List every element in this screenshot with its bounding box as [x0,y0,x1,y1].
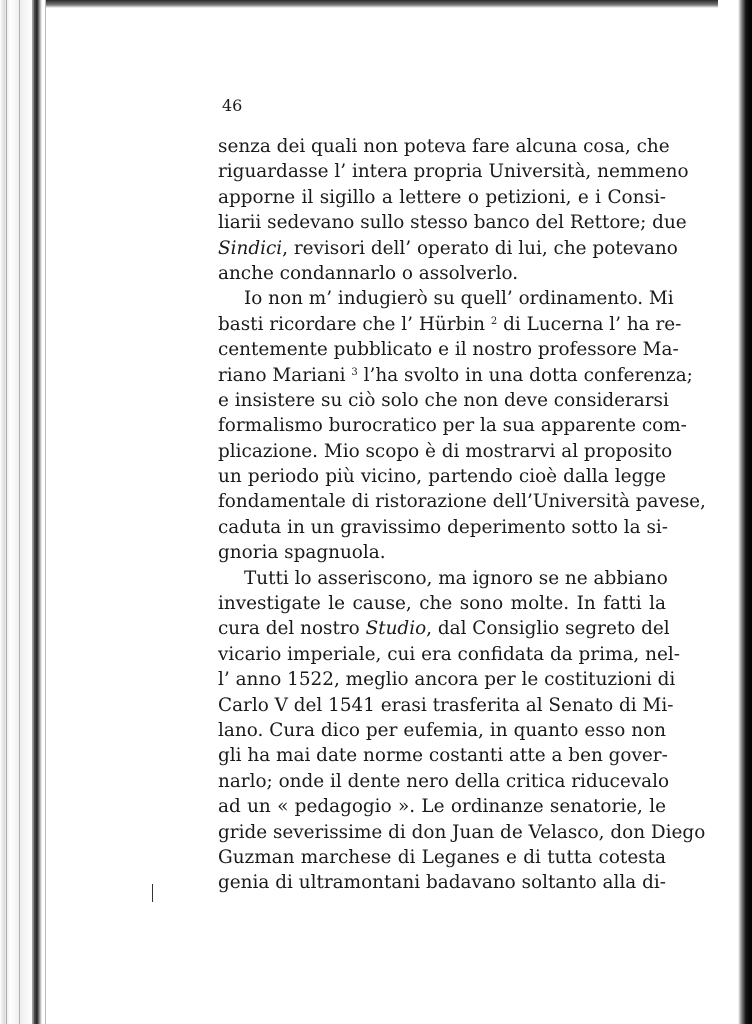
text-line [218,363,693,388]
text-segment: ad un « pedagogio ». Le ordinanze senatorie, le [218,796,666,818]
text-line [218,464,666,489]
page-number: 46 [222,96,243,115]
scan-right-edge [718,0,752,1024]
text-segment: Guzman marchese di Leganes e di tutta cotesta [218,846,666,868]
italic-text: Sindici [218,237,283,259]
text-segment: e insistere su ciò solo che non deve considerarsi [218,389,669,411]
text-line [218,210,687,235]
text-segment: centemente pubblicato e il nostro professore Ma- [218,339,679,361]
text-line [218,540,666,565]
text-segment: basti ricordare che l’ Hürbin [218,313,491,335]
text-line [218,845,666,870]
text-segment: anche condannarlo o assolverlo. [218,262,519,284]
scan-left-edge [0,0,46,1024]
text-segment: liarii sedevano sullo stesso banco del Rettore; due [218,212,687,234]
text-segment: caduta in un gravissimo deperimento sotto la si- [218,516,668,538]
text-segment: apporne il sigillo a lettere o petizioni, e i Consi- [218,186,666,208]
text-line [218,286,674,311]
text-line [218,820,706,845]
text-segment: narlo; onde il dente nero della critica riducevalo [218,770,670,792]
text-line [218,236,678,261]
footnote-ref: 3 [351,366,358,378]
text-segment: gli ha mai date norme costanti atte a ben gover- [218,745,668,767]
text-line [218,185,666,210]
text-line [218,667,676,692]
text-segment: un periodo più vicino, partendo cioè dalla legge [218,466,666,488]
text-line [218,718,666,743]
text-line [218,743,666,768]
paragraph [218,566,706,896]
text-segment: Io non m’ indugierò su quell’ ordinamento. Mi [244,288,674,310]
text-line [218,794,666,819]
text-segment: gride severissime di don Juan de Velasco, don Diego [218,821,706,843]
text-segment: l’ anno 1522, meglio ancora per le costituzioni di [218,669,676,691]
text-line [218,642,680,667]
text-segment: gnoria spagnuola. [218,542,386,564]
text-segment: riguardasse l’ intera propria Università, nemmeno [218,161,689,183]
text-line [218,337,679,362]
text-segment: formalismo burocratico per la sua apparente com- [218,415,687,437]
text-line [218,616,670,641]
text-segment: investigate le cause, che sono molte. In fatti la [218,593,666,615]
text-line [218,566,666,591]
scan-top-edge [0,0,752,8]
text-segment: vicario imperiale, cui era confidata da prima, nel- [218,643,680,665]
text-segment: genia di ultramontani badavano soltanto alla di- [218,872,666,894]
text-line [218,870,666,895]
text-segment: plicazione. Mio scopo è di mostrarvi al proposito [218,440,673,462]
text-line [218,134,670,159]
text-segment: riano Mariani [218,364,352,386]
stray-ink-mark [152,884,153,902]
text-segment: fondamentale di ristorazione dell’Università pavese, [218,491,706,513]
italic-text: Studio [365,618,427,640]
text-line [218,159,689,184]
text-segment: Carlo V del 1541 erasi trasferita al Senato di Mi- [218,694,674,716]
text-line [218,413,687,438]
text-segment: , dal Consiglio segreto del [426,618,670,640]
text-segment: senza dei quali non poteva fare alcuna cosa, che [218,136,670,157]
text-segment: di Lucerna l’ ha re- [497,313,682,335]
text-line [218,261,666,286]
text-segment: Tutti lo asseriscono, ma ignoro se ne abbiano [244,567,668,589]
text-line [218,489,706,514]
paragraph [218,134,689,286]
text-segment: lano. Cura dico per eufemia, in quanto esso non [218,719,666,741]
text-line [218,312,682,337]
paragraph [218,286,706,565]
text-line [218,693,674,718]
text-line [218,439,673,464]
text-line [218,591,666,616]
text-segment: l’ha svolto in una dotta conferenza; [357,364,693,386]
body-text [218,134,706,896]
text-line [218,769,670,794]
text-segment: , revisori dell’ operato di lui, che potevano [282,237,678,259]
text-segment: cura del nostro [218,618,366,640]
footnote-ref: 2 [490,315,498,327]
text-line [218,515,666,540]
text-line [218,388,669,413]
